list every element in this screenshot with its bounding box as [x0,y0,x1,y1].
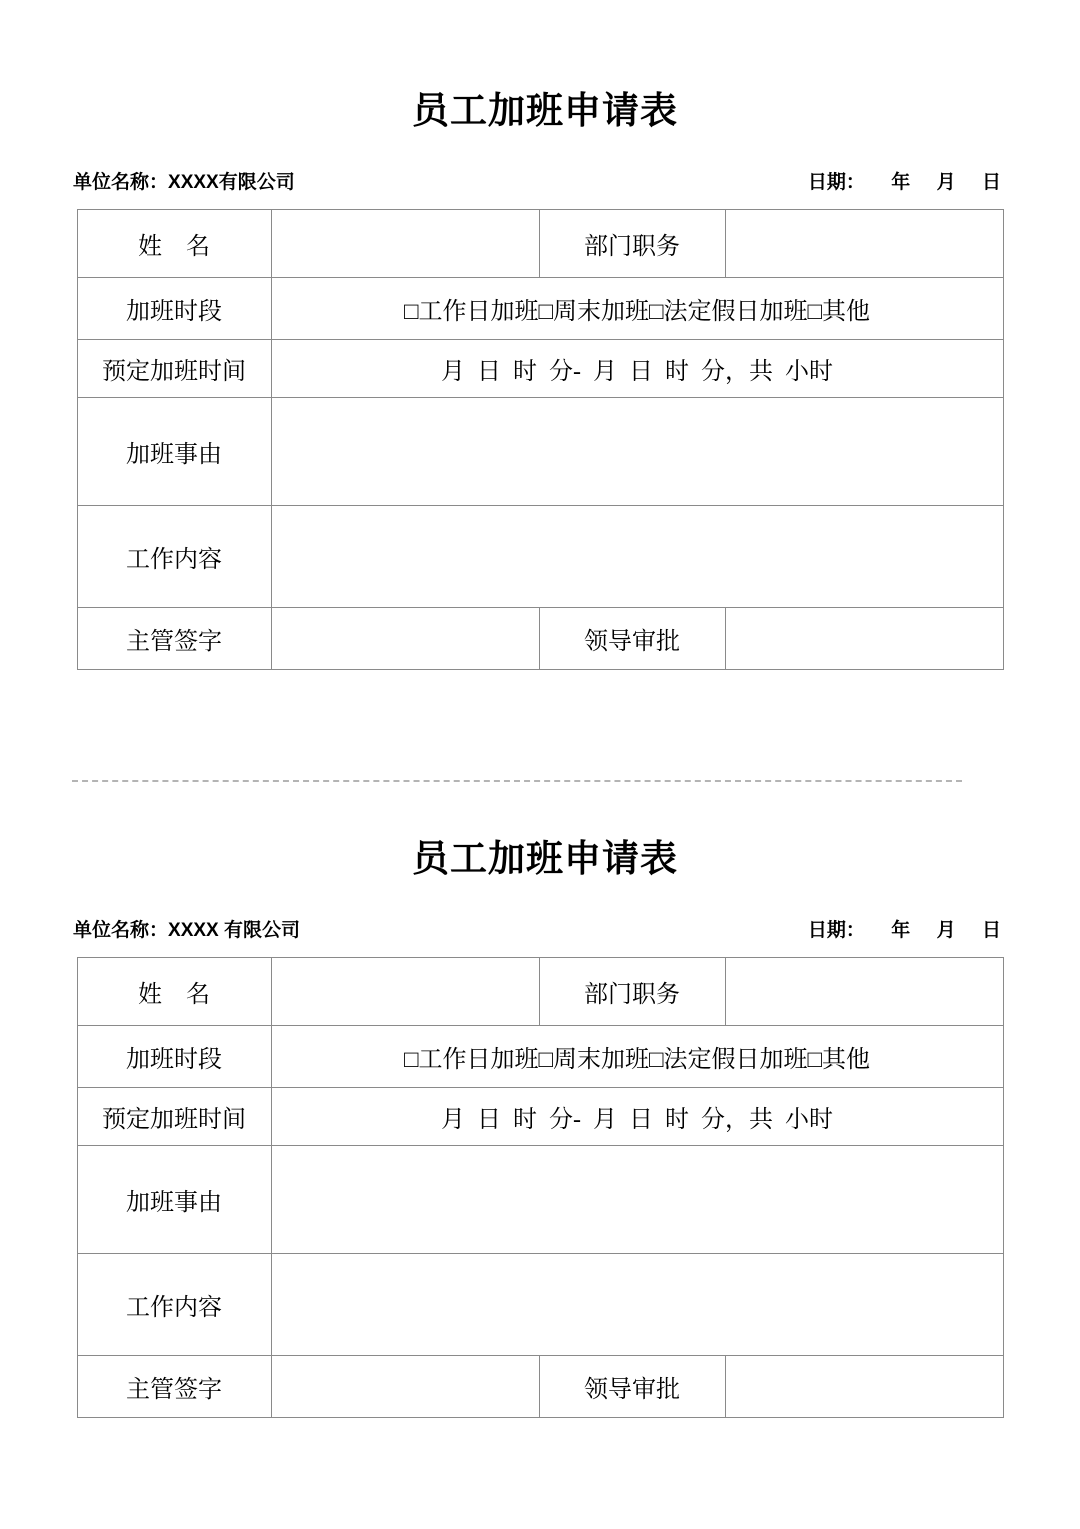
table-row [77,1254,1003,1356]
table-row [77,210,1003,278]
table-row [77,1088,1003,1146]
department-position-label: 部门职务 [539,210,725,278]
name-label: 姓 名 [77,210,271,278]
table-row [77,506,1003,608]
overtime-period-label: 加班时段 [77,1026,271,1088]
leader-approval-label: 领导审批 [539,608,725,670]
overtime-period-options[interactable]: □工作日加班□周末加班□法定假日加班□其他 [271,1026,1003,1088]
scheduled-overtime-input-cell[interactable]: 月 日 时 分- 月 日 时 分，共 小时 [271,340,1003,398]
scheduled-overtime-label: 预定加班时间 [77,340,271,398]
table-row [77,958,1003,1026]
name-input-cell[interactable] [271,958,539,1026]
scheduled-overtime-label: 预定加班时间 [77,1088,271,1146]
supervisor-signature-cell[interactable] [271,608,539,670]
company-name-label: 单位名称： [73,172,169,193]
overtime-reason-label: 加班事由 [77,398,271,506]
table-row [77,608,1003,670]
overtime-form-table [77,209,1004,670]
form-meta-row [73,915,1007,943]
date-field[interactable]: 日期： 年 月 日 [807,920,1001,941]
name-label: 姓 名 [77,958,271,1026]
leader-approval-cell[interactable] [725,1356,1003,1418]
table-row [77,1146,1003,1254]
department-position-input-cell[interactable] [725,210,1003,278]
overtime-reason-label: 加班事由 [77,1146,271,1254]
table-row [77,278,1003,340]
form-meta-row [73,167,1007,195]
cut-separator-line [72,780,962,782]
table-row [77,398,1003,506]
table-row [77,340,1003,398]
table-row [77,1026,1003,1088]
name-input-cell[interactable] [271,210,539,278]
company-name-label: 单位名称： [73,920,169,941]
page-title: 员工加班申请表 [412,838,678,879]
supervisor-signature-label: 主管签字 [77,1356,271,1418]
overtime-form-table [77,957,1004,1418]
work-content-label: 工作内容 [77,1254,271,1356]
company-name-value[interactable]: XXXX 有限公司 [168,920,300,941]
work-content-label: 工作内容 [77,506,271,608]
work-content-input-cell[interactable] [271,1254,1003,1356]
date-field[interactable]: 日期： 年 月 日 [807,172,1001,193]
company-name-field [73,167,295,194]
department-position-input-cell[interactable] [725,958,1003,1026]
overtime-reason-input-cell[interactable] [271,1146,1003,1254]
overtime-period-options[interactable]: □工作日加班□周末加班□法定假日加班□其他 [271,278,1003,340]
supervisor-signature-label: 主管签字 [77,608,271,670]
overtime-form-copy-2 [0,828,1080,1418]
leader-approval-cell[interactable] [725,608,1003,670]
department-position-label: 部门职务 [539,958,725,1026]
supervisor-signature-cell[interactable] [271,1356,539,1418]
overtime-period-label: 加班时段 [77,278,271,340]
work-content-input-cell[interactable] [271,506,1003,608]
page-title: 员工加班申请表 [412,90,678,131]
table-row [77,1356,1003,1418]
leader-approval-label: 领导审批 [539,1356,725,1418]
company-name-value[interactable]: XXXX有限公司 [168,172,295,193]
overtime-form-copy-1 [0,80,1080,670]
overtime-reason-input-cell[interactable] [271,398,1003,506]
scheduled-overtime-input-cell[interactable]: 月 日 时 分- 月 日 时 分，共 小时 [271,1088,1003,1146]
company-name-field [73,915,300,942]
